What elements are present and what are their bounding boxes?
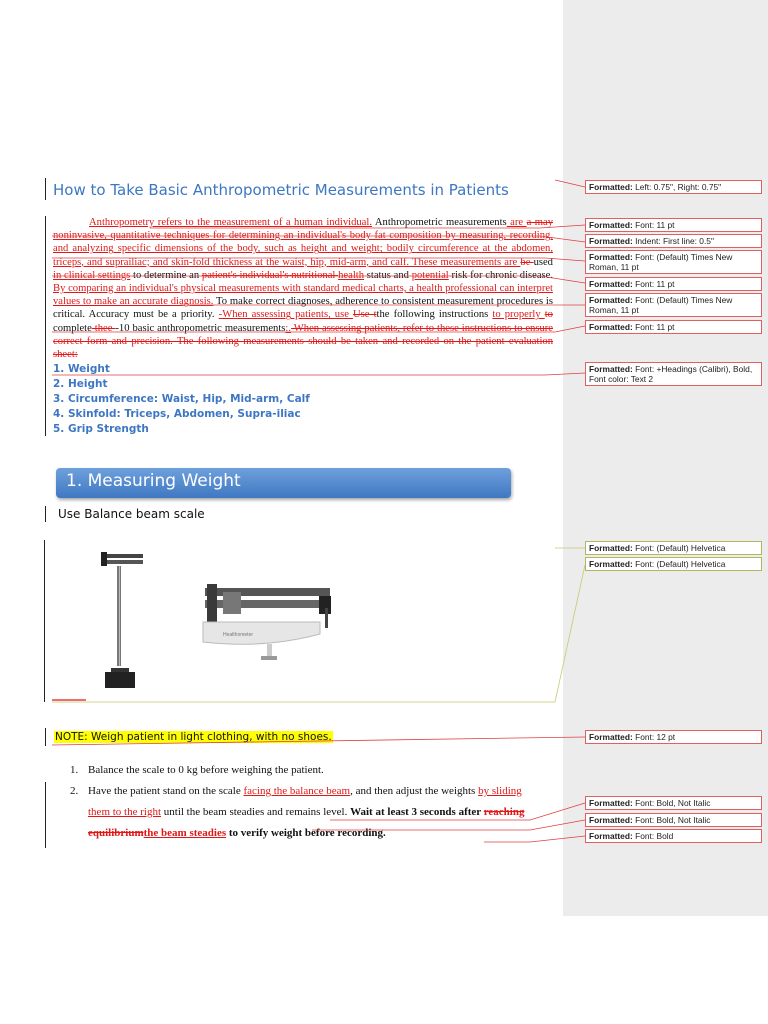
inserted-text: -When assessing patients, use	[218, 309, 354, 321]
change-bar	[45, 506, 46, 522]
comment-label: Formatted:	[589, 322, 633, 332]
comment-text: Font: Bold	[632, 831, 674, 841]
measurement-list-item: 2. Height	[53, 378, 108, 390]
comment-balloon[interactable]	[585, 796, 762, 810]
comment-label: Formatted:	[589, 252, 633, 262]
comment-text: Indent: First line: 0.5"	[632, 236, 714, 246]
comment-text: Left: 0.75", Right: 0.75"	[632, 182, 722, 192]
step-text-run: Have the patient stand on the scale	[88, 785, 244, 797]
comment-label: Formatted:	[589, 798, 633, 808]
inserted-text: to properly	[492, 309, 545, 321]
comment-text: Font: (Default) Times New Roman, 11 pt	[589, 252, 733, 272]
step-text-run: until the beam steadies and remains level.	[161, 806, 351, 818]
inserted-text: noninvasive, quantitative techniques for determining an individual's body fat composition by measuring, recording, and analyzing specific dimensions of the body, such as height and weight; bodily circumference at the abdomen, triceps, and suprailiac; and skin-fold thickness at the waist, hip, mid-arm, and calf. These measurements are	[53, 230, 553, 268]
comment-balloon[interactable]	[585, 180, 762, 194]
body-text: -10 basic anthropometric measurements	[115, 322, 286, 334]
comment-text: Font: 11 pt	[632, 322, 675, 332]
body-text: used	[533, 256, 553, 268]
comment-text: Font: 11 pt	[632, 279, 675, 289]
comment-label: Formatted:	[589, 279, 633, 289]
comment-text: Font: (Default) Helvetica	[632, 559, 726, 569]
inserted-text: Anthropometry refers to the measurement of a human individual.	[89, 217, 372, 228]
change-bar	[45, 178, 46, 200]
step-text-run: Wait at least 3 seconds after	[350, 806, 484, 818]
step-text-run: to verify weight before recording.	[226, 827, 386, 839]
comment-label: Formatted:	[589, 732, 633, 742]
body-text: complete	[53, 322, 92, 334]
intro-paragraph[interactable]	[53, 216, 553, 361]
body-text: to determine an	[130, 269, 202, 281]
comment-label: Formatted:	[589, 182, 633, 192]
inserted-text: are	[506, 217, 527, 228]
comment-text: Font: Bold, Not Italic	[632, 815, 711, 825]
comment-balloon[interactable]	[585, 293, 762, 317]
comment-label: Formatted:	[589, 295, 633, 305]
inserted-text: By comparing an individual's physical measurements with standard medical charts, a health professional can interpret values to make an accurate diagnosis.	[53, 283, 553, 308]
comment-text: Font: +Headings (Calibri), Bold, Font color: Text 2	[589, 364, 753, 384]
comment-label: Formatted:	[589, 559, 633, 569]
deleted-text: thee	[91, 322, 116, 334]
measurement-list[interactable]	[53, 362, 310, 437]
comment-text: Font: Bold, Not Italic	[632, 798, 711, 808]
change-bar	[45, 216, 46, 436]
body-text: To make correct diagnoses, adherence to consistent measurement procedures is critical. Accuracy must be a priority.	[53, 296, 553, 321]
comment-balloon[interactable]	[585, 218, 762, 232]
step-number: 1.	[70, 764, 79, 776]
inserted-text: potential	[411, 269, 449, 281]
comment-balloon[interactable]	[585, 250, 762, 274]
comment-balloon[interactable]	[585, 362, 762, 386]
instruction-step	[70, 760, 540, 781]
deleted-text: When assessing patients, refer to these instructions to ensure correct form and precision. The following measurements should be taken and recorded on the patient evaluation sheet:	[53, 322, 553, 361]
comment-margin-pane	[563, 0, 768, 916]
body-text: Anthropometric measurements	[371, 217, 507, 228]
comment-balloon[interactable]	[585, 320, 762, 334]
comment-label: Formatted:	[589, 364, 633, 374]
upright-scale-image	[95, 546, 195, 706]
measurement-list-item: 4. Skinfold: Triceps, Abdomen, Supra-iliac	[53, 408, 301, 420]
deleted-text: a may	[526, 217, 554, 228]
inserted-text: :.	[285, 322, 292, 334]
comment-balloon[interactable]	[585, 234, 762, 248]
step-text-run: Balance the scale to 0 kg before weighing the patient.	[88, 764, 324, 776]
step-text	[88, 781, 540, 844]
scale-subheading[interactable]: Use Balance beam scale	[58, 507, 205, 521]
comment-text: Font: 11 pt	[632, 220, 675, 230]
comment-text: Font: 12 pt	[632, 732, 676, 742]
measurement-list-item: 3. Circumference: Waist, Hip, Mid-arm, Calf	[53, 393, 310, 405]
scale-image-area[interactable]	[44, 540, 561, 702]
body-text: status and	[364, 269, 412, 281]
comment-balloon[interactable]	[585, 813, 762, 827]
change-bar	[45, 728, 46, 746]
measurement-list-item: 5. Grip Strength	[53, 423, 149, 435]
comment-balloon[interactable]	[585, 829, 762, 843]
comment-text: Font: (Default) Times New Roman, 11 pt	[589, 295, 733, 315]
document-title[interactable]: How to Take Basic Anthropometric Measurements in Patients	[53, 181, 509, 199]
comment-label: Formatted:	[589, 543, 633, 553]
inserted-text: by sliding them to the right	[88, 785, 522, 818]
step-text	[88, 760, 540, 781]
step-text-run: , and then adjust the weights	[350, 785, 479, 797]
comment-text: Font: (Default) Helvetica	[632, 543, 726, 553]
step-number: 2.	[70, 785, 79, 797]
measurement-list-item: 1. Weight	[53, 363, 110, 375]
note-highlight[interactable]: NOTE: Weigh patient in light clothing, with no shoes.	[55, 731, 332, 743]
inserted-text: health	[338, 269, 365, 281]
comment-label: Formatted:	[589, 815, 633, 825]
comment-balloon[interactable]	[585, 541, 762, 555]
body-text: risk for chronic disease.	[448, 269, 554, 281]
change-bar	[45, 782, 46, 848]
scale-brand-label: Healthometer	[223, 632, 254, 638]
instruction-list[interactable]	[70, 760, 540, 844]
inserted-text: facing the balance beam	[243, 785, 351, 797]
section-banner[interactable]	[56, 468, 511, 498]
inserted-text: the beam steadies	[143, 827, 227, 839]
deleted-text: to	[544, 309, 553, 321]
deleted-text: Use t	[353, 309, 377, 321]
deleted-text: patient's individual's nutritional	[201, 269, 339, 281]
comment-label: Formatted:	[589, 220, 633, 230]
deleted-text: be	[520, 256, 534, 268]
comment-label: Formatted:	[589, 236, 633, 246]
beam-closeup-image	[195, 574, 345, 674]
comment-balloon[interactable]	[585, 557, 762, 571]
instruction-step	[70, 781, 540, 844]
comment-balloon[interactable]	[585, 730, 762, 744]
deleted-text: reaching equilibrium	[88, 806, 525, 839]
comment-balloon[interactable]	[585, 277, 762, 291]
section-heading: 1. Measuring Weight	[66, 471, 241, 491]
inserted-text: in clinical settings	[53, 269, 131, 281]
body-text: the following instructions	[376, 309, 493, 321]
comment-label: Formatted:	[589, 831, 633, 841]
